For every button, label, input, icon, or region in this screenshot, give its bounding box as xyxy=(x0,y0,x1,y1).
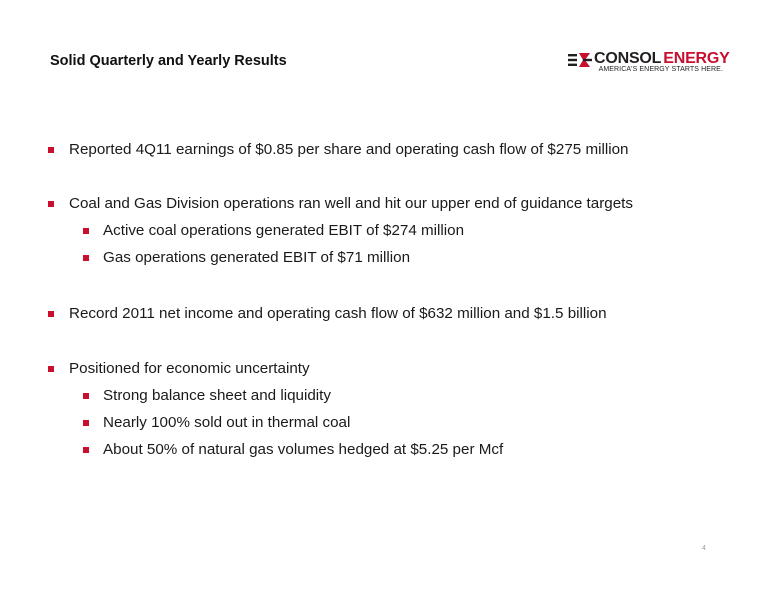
bullet-text: Record 2011 net income and operating cash flow of $632 million and $1.5 billion xyxy=(69,305,607,322)
bullet-square-icon xyxy=(83,420,89,426)
logo-word-energy: ENERGY xyxy=(663,50,730,67)
page-number: 4 xyxy=(702,545,706,552)
slide-title: Solid Quarterly and Yearly Results xyxy=(50,53,287,69)
bullet-square-icon xyxy=(83,255,89,261)
bullet-text: Coal and Gas Division operations ran well and hit our upper end of guidance targets xyxy=(69,195,633,212)
logo-word-consol: CONSOL xyxy=(594,50,662,67)
sub-bullet-text: About 50% of natural gas volumes hedged at $5.25 per Mcf xyxy=(103,441,504,458)
bullet-square-icon xyxy=(83,393,89,399)
bullet-square-icon xyxy=(48,366,54,372)
sub-bullet-text: Strong balance sheet and liquidity xyxy=(103,387,331,404)
bullet-text: Reported 4Q11 earnings of $0.85 per share and operating cash flow of $275 million xyxy=(69,141,629,158)
bullet-text: Positioned for economic uncertainty xyxy=(69,360,310,377)
sub-bullet-text: Nearly 100% sold out in thermal coal xyxy=(103,414,351,431)
sub-bullet-text: Gas operations generated EBIT of $71 million xyxy=(103,249,411,266)
bullet-square-icon xyxy=(83,447,89,453)
bullet-square-icon xyxy=(48,147,54,153)
logo-tagline: AMERICA'S ENERGY STARTS HERE. xyxy=(598,66,723,73)
sub-bullet-text: Active coal operations generated EBIT of $274 million xyxy=(103,222,465,239)
bullet-square-icon xyxy=(48,201,54,207)
bullet-square-icon xyxy=(48,311,54,317)
bullet-square-icon xyxy=(83,228,89,234)
